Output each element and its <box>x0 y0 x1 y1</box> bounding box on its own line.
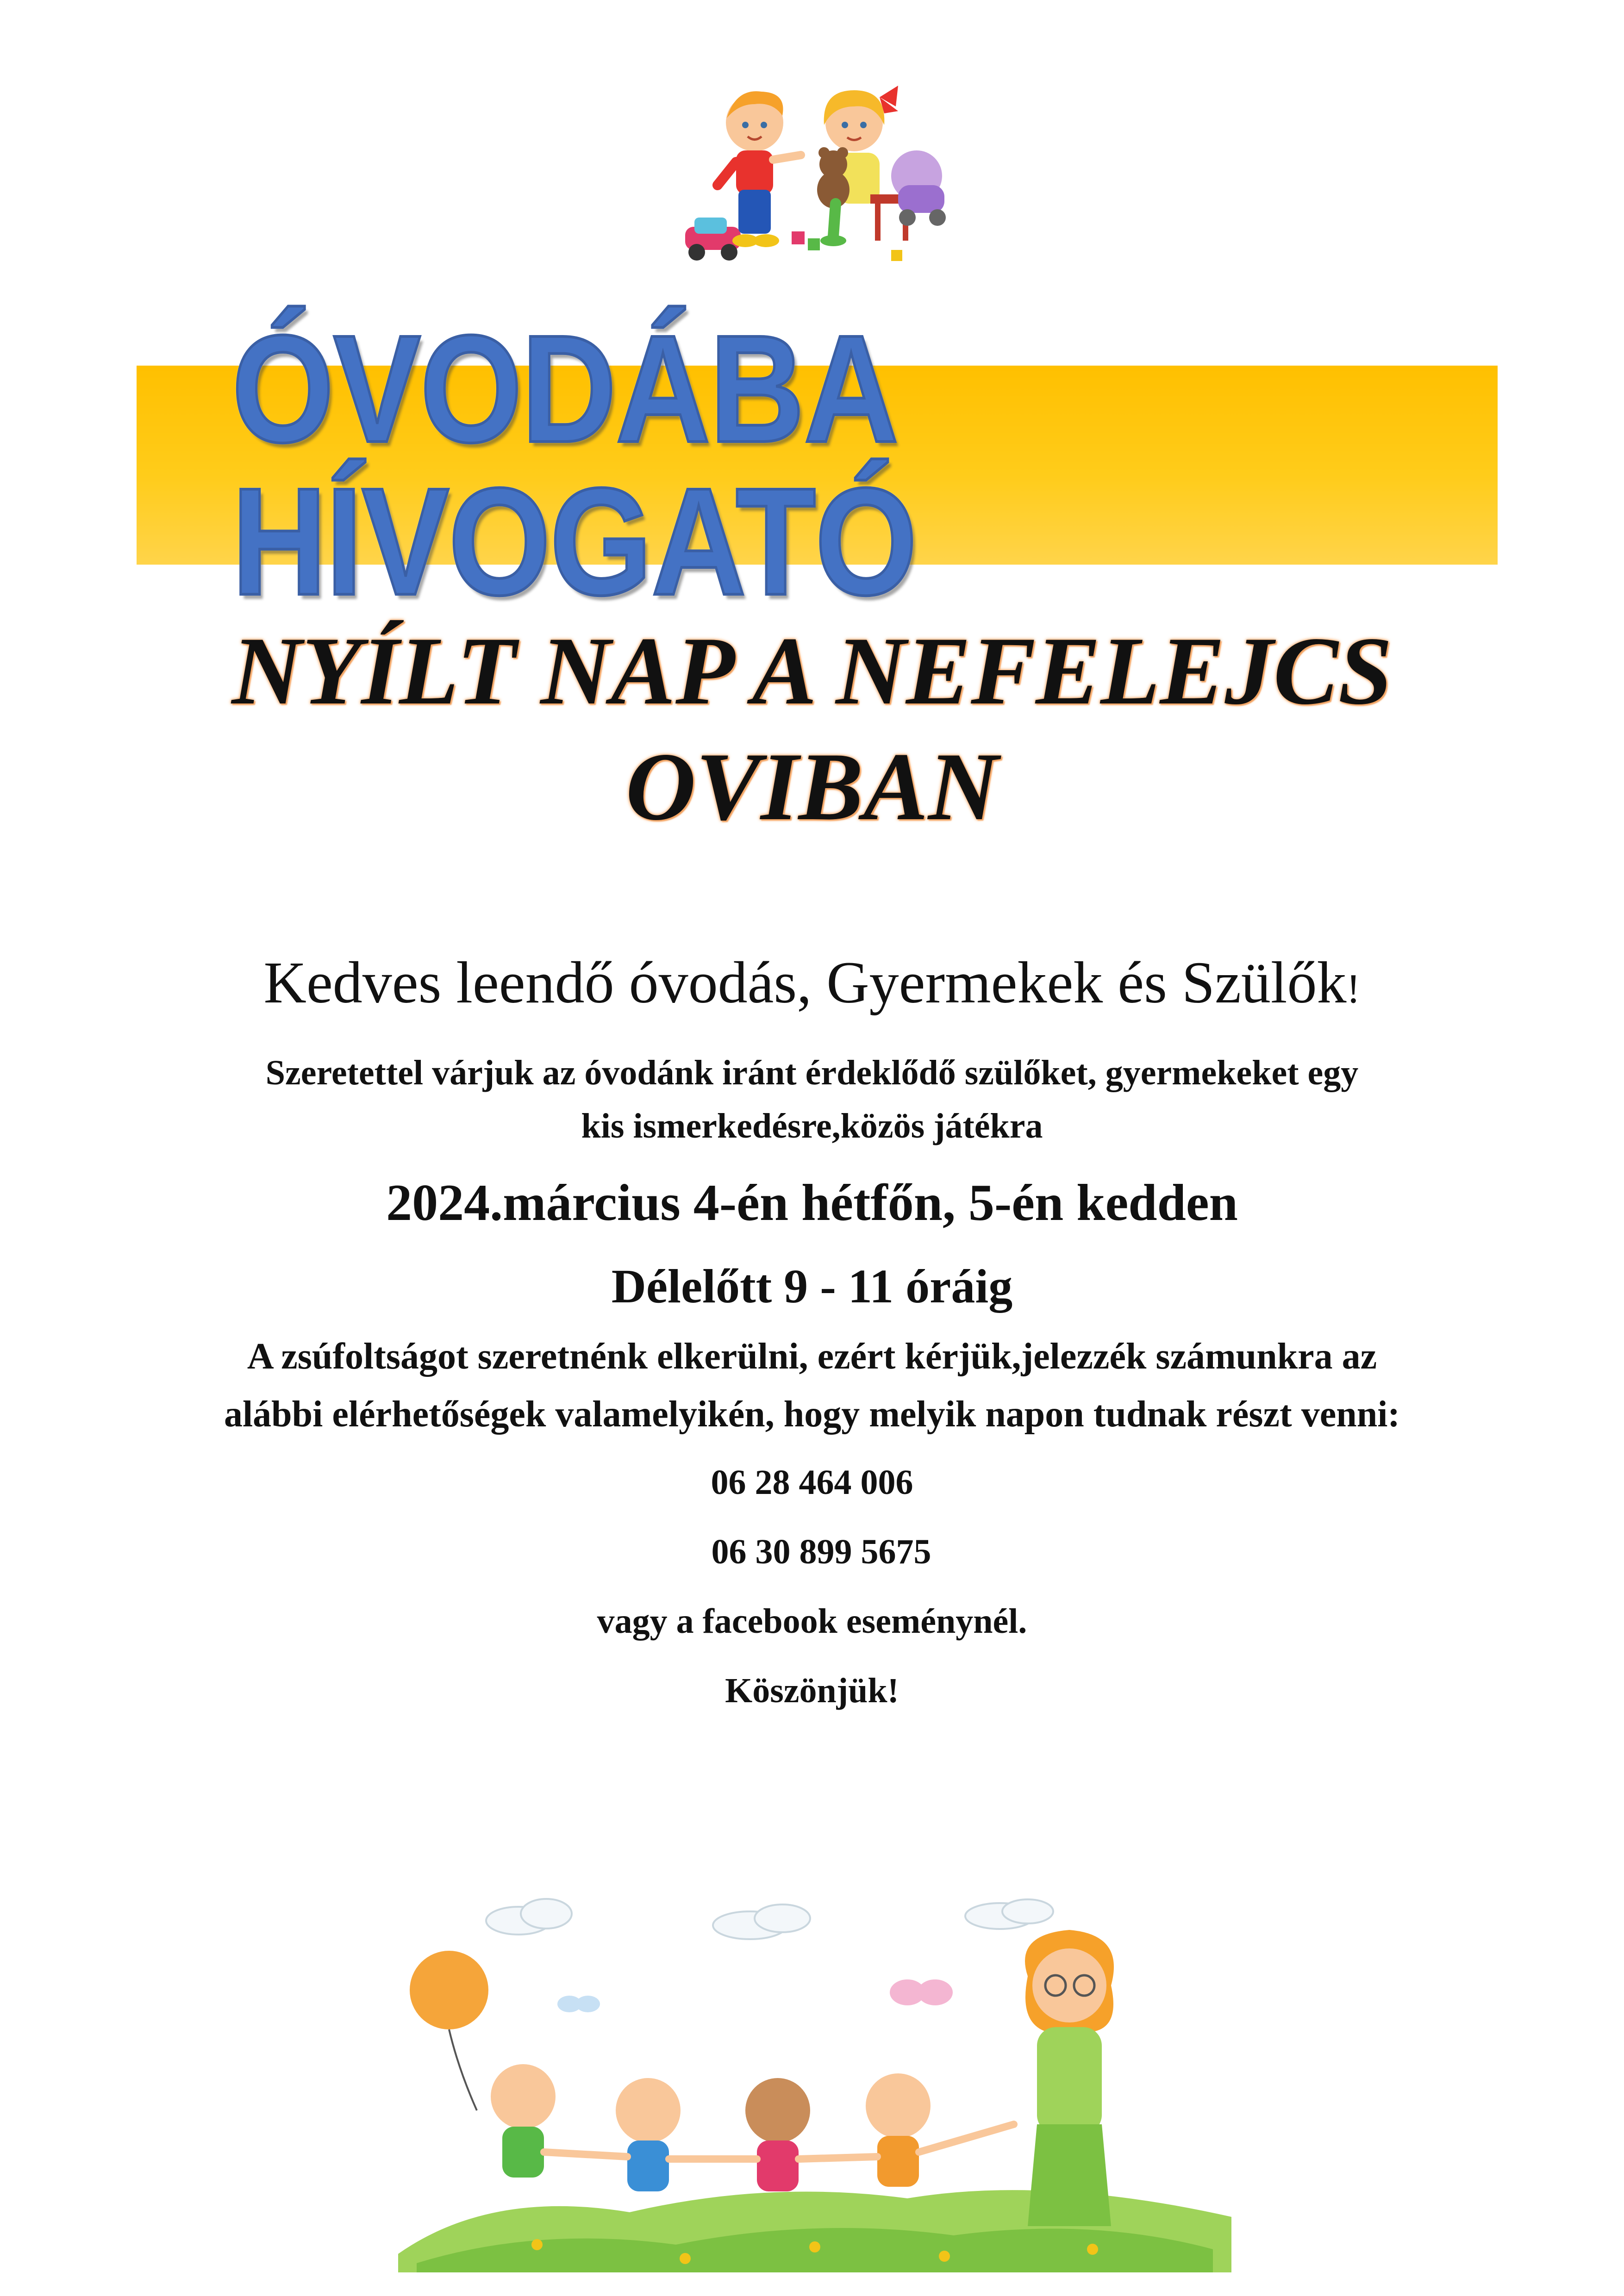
banner-title: ÓVODÁBA HÍVOGATÓ <box>231 303 917 627</box>
intro-line-1: Szeretettel várjuk az óvodánk iránt érdeklődő szülőket, gyermekeket egy <box>265 1053 1359 1092</box>
title-banner <box>137 303 1498 627</box>
phone-number-2: 06 30 899 5675 <box>711 1532 931 1571</box>
facebook-note: vagy a facebook eseménynél. <box>597 1602 1027 1641</box>
greeting-text: Kedves leendő óvodás, Gyermekek és Szülők <box>263 950 1347 1015</box>
note-line-2: alábbi elérhetőségek valamelyikén, hogy melyik napon tudnak részt venni: <box>224 1394 1400 1435</box>
event-date: 2024.március 4-én hétfőn, 5-én kedden <box>386 1174 1238 1232</box>
subtitle-line-1: NYÍLT NAP A NEFELEJCS <box>231 617 1393 725</box>
children-holding-hands-meadow-icon <box>398 1893 1231 2272</box>
children-playing-with-toys-icon <box>681 79 949 273</box>
greeting <box>93 949 1531 1017</box>
note-line-1: A zsúfoltságot szeretnénk elkerülni, ezért kérjük,jelezzék számunkra az <box>247 1336 1377 1377</box>
event-time: Délelőtt 9 - 11 óráig <box>611 1260 1013 1313</box>
intro-line-2: kis ismerkedésre,közös játékra <box>581 1107 1043 1145</box>
thanks: Köszönjük! <box>725 1671 899 1710</box>
greeting-mark: ! <box>1346 966 1361 1012</box>
subtitle-line-2: OVIBAN <box>625 733 999 840</box>
phone-number-1: 06 28 464 006 <box>711 1463 913 1502</box>
